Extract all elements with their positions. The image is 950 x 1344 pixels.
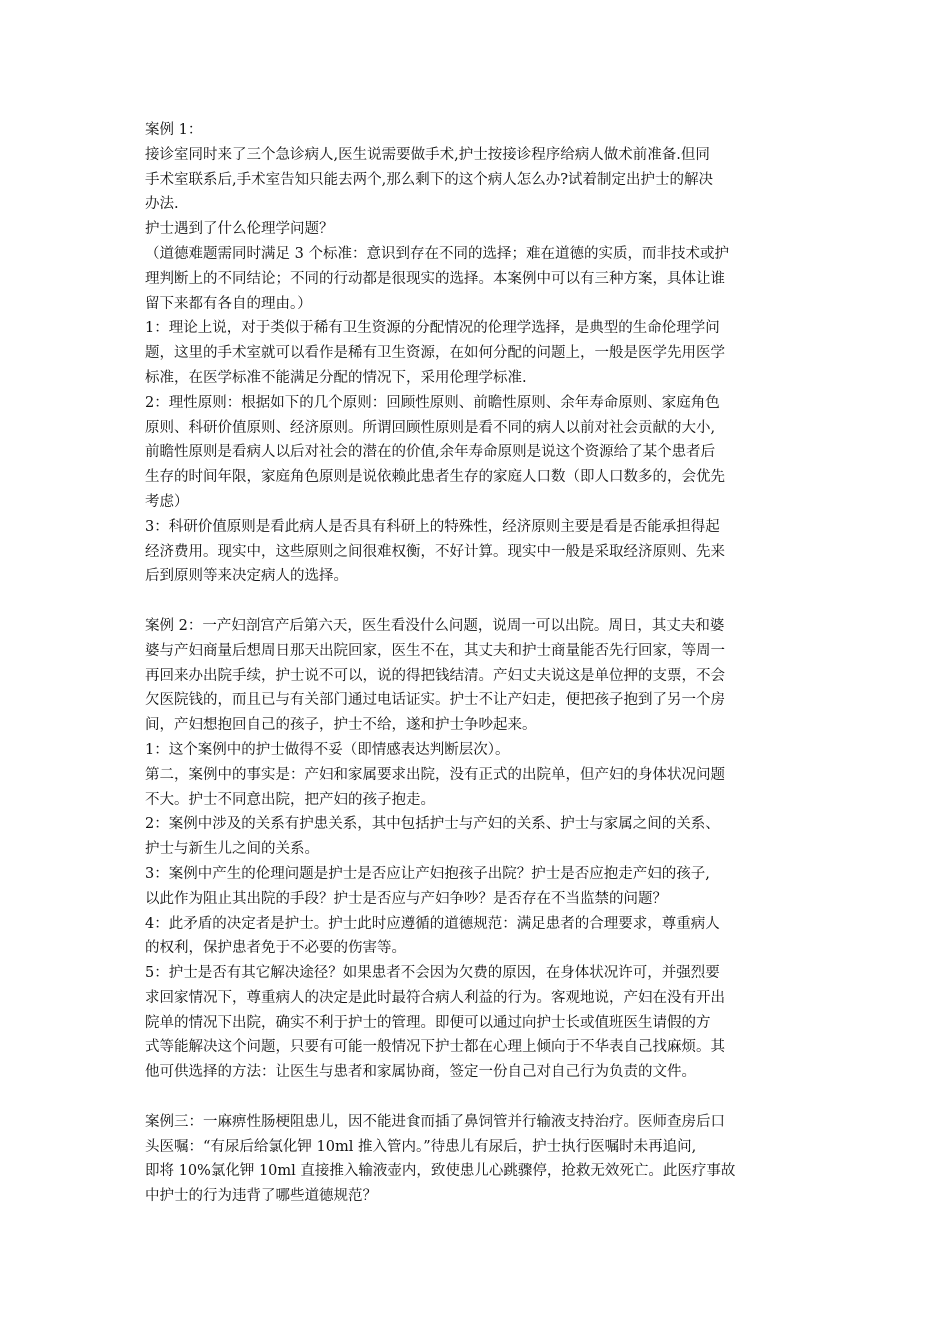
case-1-body <box>145 143 815 589</box>
paragraph-line: 护士与新生儿之间的关系。 <box>145 841 319 858</box>
paragraph-line: 他可供选择的方法：让医生与患者和家属协商，签定一份自己对自己行为负责的文件。 <box>145 1064 696 1081</box>
paragraph-line: 求回家情况下，尊重病人的决定是此时最符合病人利益的行为。客观地说，产妇在没有开出 <box>145 989 725 1006</box>
paragraph-line: 办法. <box>145 196 179 213</box>
case-1-section <box>145 118 815 589</box>
paragraph-line: 手术室联系后,手术室告知只能去两个,那么剩下的这个病人怎么办?试着制定出护士的解决 <box>145 171 713 188</box>
case-2-body <box>145 614 815 1085</box>
paragraph-line: 考虑） <box>145 493 189 510</box>
paragraph-line: 经济费用。现实中，这些原则之间很难权衡，不好计算。现实中一般是采取经济原则、先来 <box>145 543 725 560</box>
paragraph-line: 护士遇到了什么伦理学问题？ <box>145 221 334 238</box>
paragraph-line: 再回来办出院手续，护士说不可以，说的得把钱结清。产妇丈夫说这是单位押的支票，不会 <box>145 667 725 684</box>
paragraph-line: 前瞻性原则是看病人以后对社会的潜在的价值,余年寿命原则是说这个资源给了某个患者后 <box>145 444 716 461</box>
paragraph-line: 即将 10%氯化钾 10ml 直接推入输液壶内，致使患儿心跳骤停，抢救无效死亡。此医疗事故 <box>145 1163 736 1180</box>
paragraph-line: 中护士的行为违背了哪些道德规范？ <box>145 1188 377 1205</box>
section-gap <box>145 1085 815 1110</box>
paragraph-line: 案例三：一麻痹性肠梗阻患儿，因不能进食而插了鼻饲管并行输液支持治疗。医师查房后口 <box>145 1113 725 1130</box>
section-gap <box>145 589 815 614</box>
document-page <box>145 118 815 1209</box>
paragraph-line: 间，产妇想抱回自己的孩子，护士不给，遂和护士争吵起来。 <box>145 717 537 734</box>
paragraph-line: 欠医院钱的，而且已与有关部门通过电话证实。护士不让产妇走，便把孩子抱到了另一个房 <box>145 692 725 709</box>
case-3-body <box>145 1110 815 1209</box>
paragraph-line: 不大。护士不同意出院，把产妇的孩子抱走。 <box>145 791 435 808</box>
paragraph-line: 以此作为阻止其出院的手段？护士是否应与产妇争吵？是否存在不当监禁的问题？ <box>145 890 667 907</box>
case-2-section <box>145 614 815 1085</box>
paragraph-line: 1：理论上说，对于类似于稀有卫生资源的分配情况的伦理学选择，是典型的生命伦理学问 <box>145 320 720 337</box>
paragraph-line: 式等能解决这个问题，只要有可能一般情况下护士都在心理上倾向于不华表自己找麻烦。其 <box>145 1039 725 1056</box>
paragraph-line: 题，这里的手术室就可以看作是稀有卫生资源，在如何分配的问题上，一般是医学先用医学 <box>145 345 725 362</box>
paragraph-line: 4：此矛盾的决定者是护士。护士此时应遵循的道德规范：满足患者的合理要求，尊重病人 <box>145 915 720 932</box>
paragraph-line: 2：案例中涉及的关系有护患关系，其中包括护士与产妇的关系、护士与家属之间的关系、 <box>145 816 720 833</box>
paragraph-line: 案例 2：一产妇剖宫产后第六天，医生看没什么问题，说周一可以出院。周日，其丈夫和婆 <box>145 617 725 634</box>
paragraph-line: 5：护士是否有其它解决途径？如果患者不会因为欠费的原因，在身体状况许可，并强烈要 <box>145 965 720 982</box>
paragraph-line: 留下来都有各自的理由。） <box>145 295 312 312</box>
paragraph-line: 的权利，保护患者免于不必要的伤害等。 <box>145 940 406 957</box>
paragraph-line: 院单的情况下出院，确实不利于护士的管理。即便可以通过向护士长或值班医生请假的方 <box>145 1014 711 1031</box>
paragraph-line: 头医嘱：“有尿后给氯化钾 10ml 推入管内。”待患儿有尿后，护士执行医嘱时未再追问, <box>145 1138 697 1155</box>
paragraph-line: 1：这个案例中的护士做得不妥（即情感表达判断层次）。 <box>145 741 510 758</box>
case-1-title: 案例 1： <box>145 122 203 138</box>
paragraph-line: 2：理性原则：根据如下的几个原则：回顾性原则、前瞻性原则、余年寿命原则、家庭角色 <box>145 394 720 411</box>
paragraph-line: 3：案例中产生的伦理问题是护士是否应让产妇抱孩子出院？护士是否应抱走产妇的孩子, <box>145 865 710 882</box>
paragraph-line: 原则、科研价值原则、经济原则。所谓回顾性原则是看不同的病人以前对社会贡献的大小, <box>145 419 716 436</box>
paragraph-line: 理判断上的不同结论；不同的行动都是很现实的选择。本案例中可以有三种方案，具体让谁 <box>145 270 725 287</box>
paragraph-line: 第二，案例中的事实是：产妇和家属要求出院，没有正式的出院单，但产妇的身体状况问题 <box>145 766 725 783</box>
paragraph-line: （道德难题需同时满足 3 个标准：意识到存在不同的选择；难在道德的实质，而非技术或护 <box>145 245 729 262</box>
paragraph-line: 后到原则等来决定病人的选择。 <box>145 568 348 585</box>
paragraph-line: 标准，在医学标准不能满足分配的情况下，采用伦理学标准. <box>145 369 527 386</box>
paragraph-line: 3：科研价值原则是看此病人是否具有科研上的特殊性，经济原则主要是看是否能承担得起 <box>145 518 720 535</box>
paragraph-line: 接诊室同时来了三个急诊病人,医生说需要做手术,护士按接诊程序给病人做术前准备.但同 <box>145 146 710 163</box>
paragraph-line: 婆与产妇商量后想周日那天出院回家，医生不在，其丈夫和护士商量能否先行回家，等周一 <box>145 642 725 659</box>
paragraph-line: 生存的时间年限，家庭角色原则是说依赖此患者生存的家庭人口数（即人口数多的，会优先 <box>145 469 725 486</box>
case-3-section <box>145 1110 815 1209</box>
